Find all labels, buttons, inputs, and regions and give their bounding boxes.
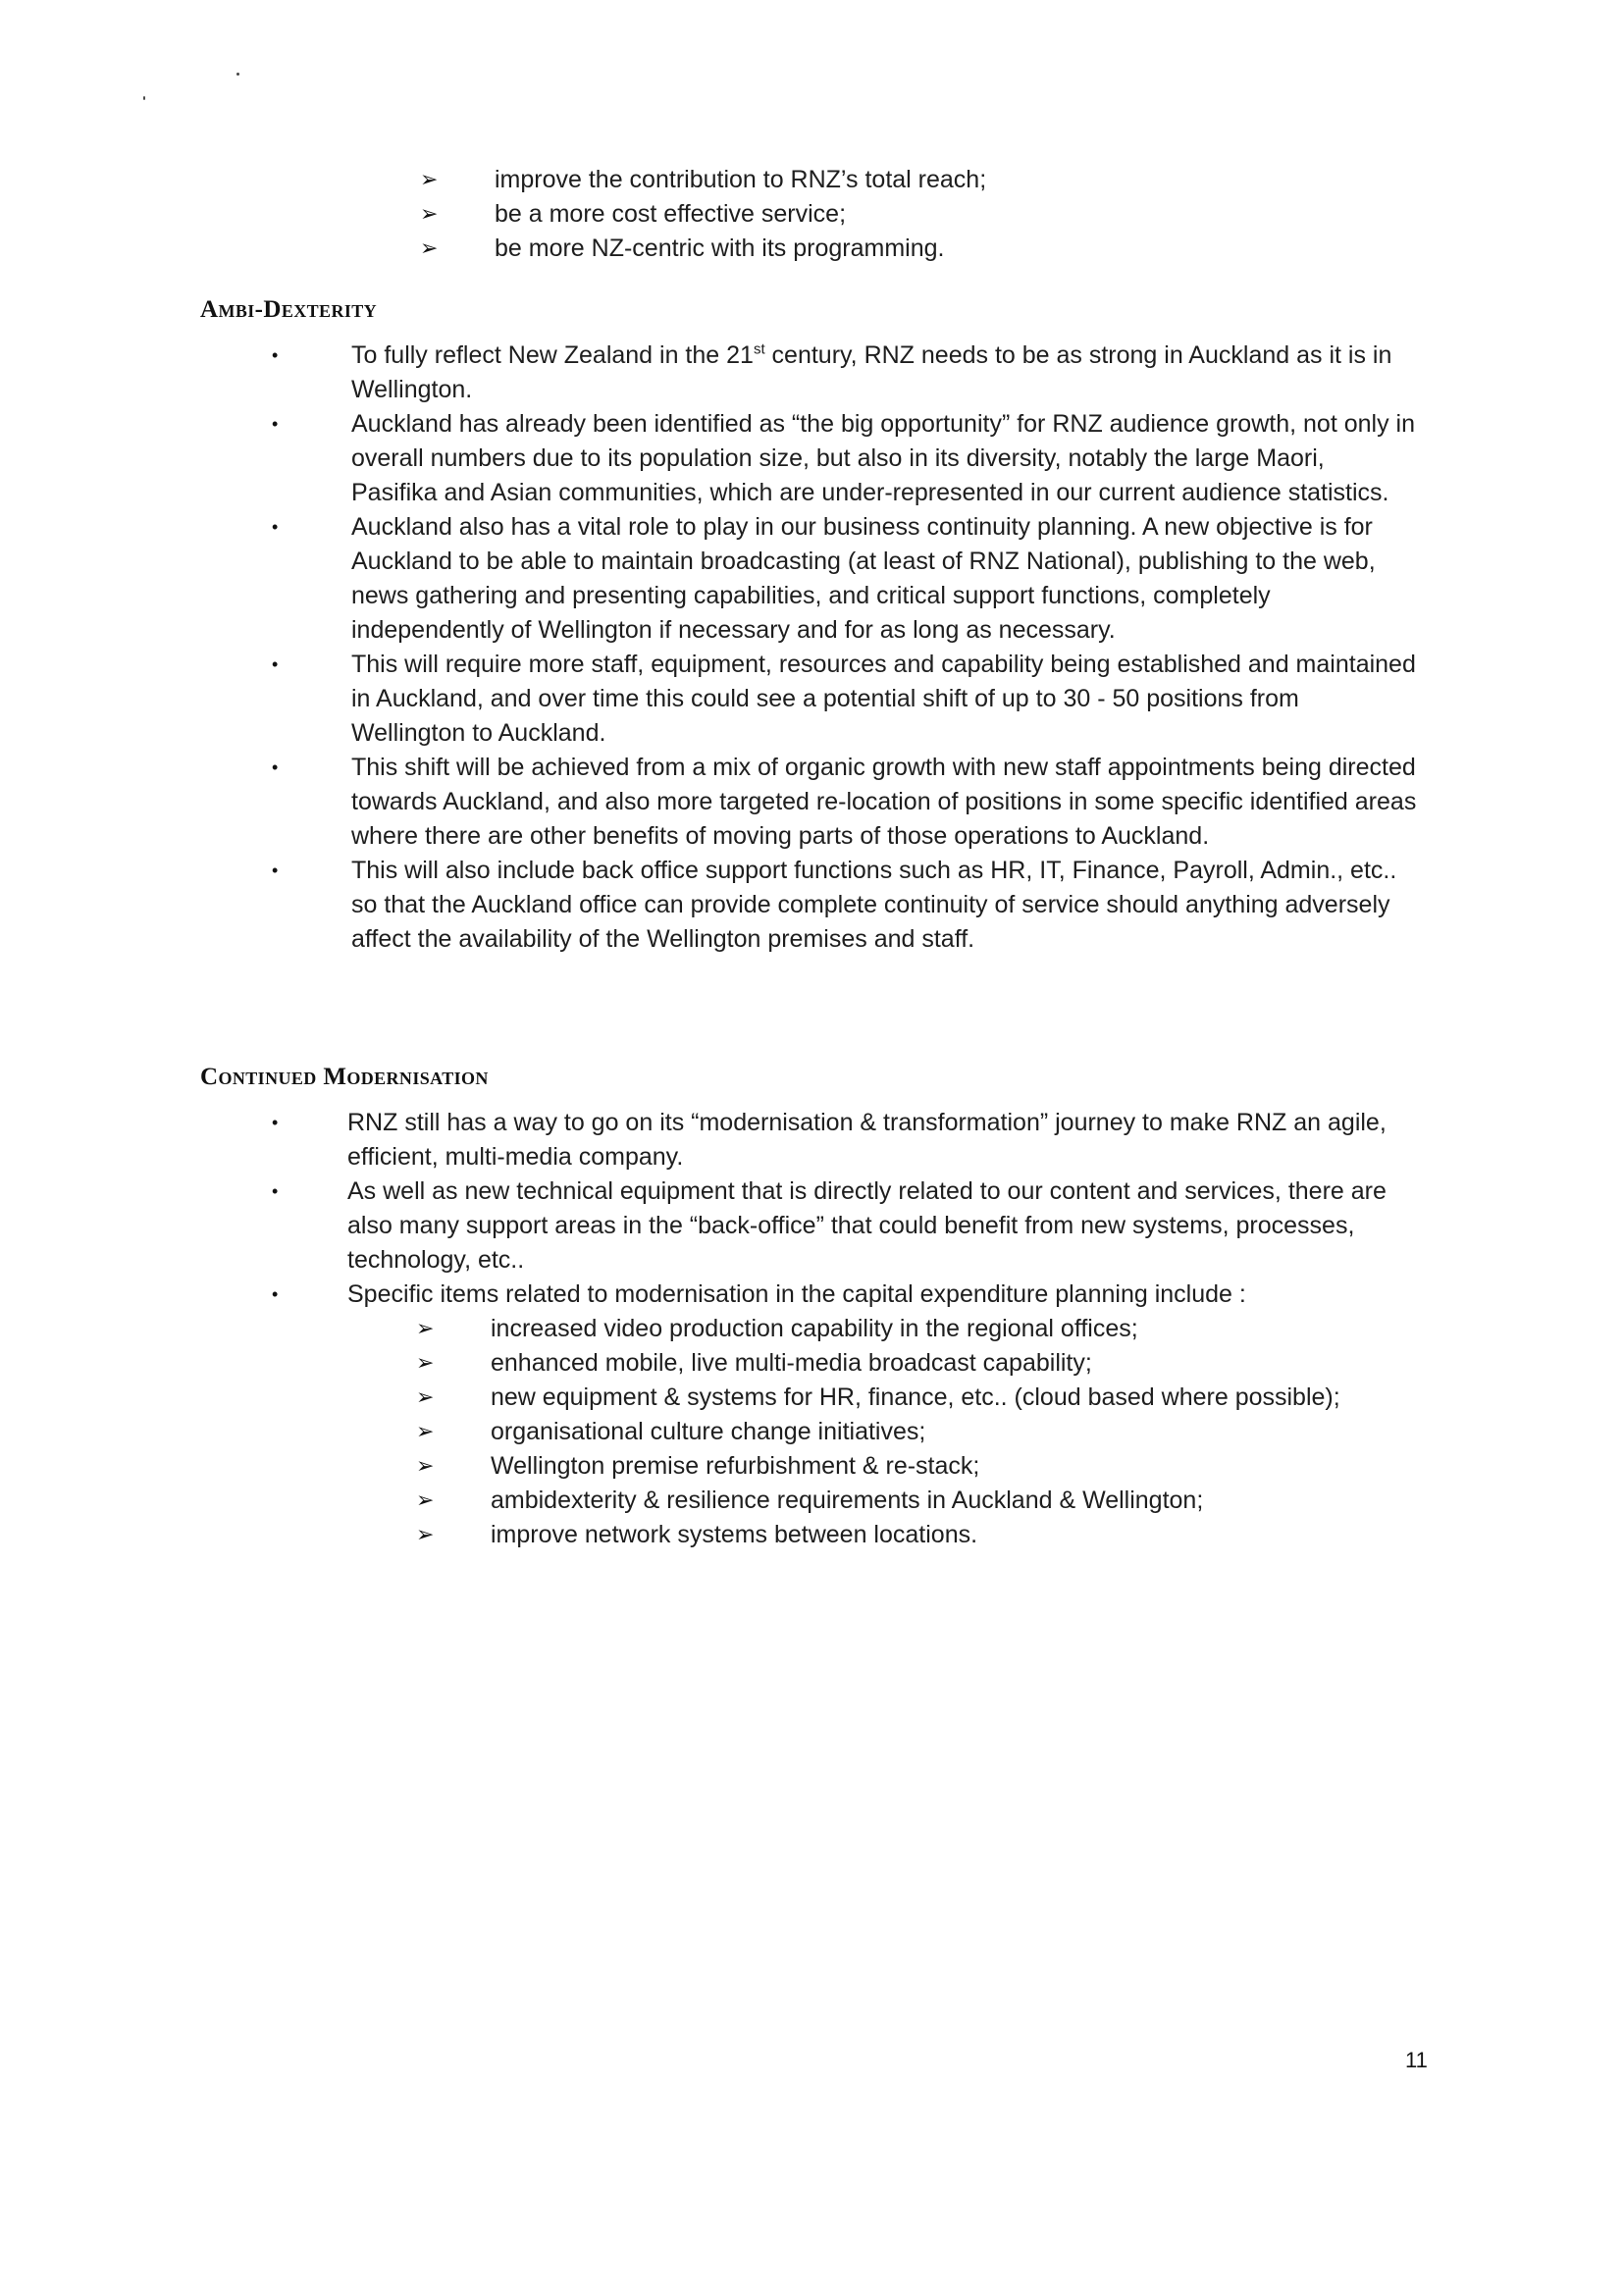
list-item-text: This will require more staff, equipment, resources and capability being established and maintained in Auckland, and over time this could see a potential shift of up to 30 - 50 positions from Wellington to Auckland.: [351, 651, 1416, 747]
bullet-icon: •: [272, 1113, 279, 1132]
continued-modernisation-section: [200, 1060, 1437, 1552]
sub-list-item: [196, 1449, 1413, 1484]
list-item-text: be a more cost effective service;: [495, 200, 847, 228]
list-item: [412, 232, 1492, 266]
list-item-text: enhanced mobile, live multi-media broadcast capability;: [491, 1349, 1092, 1377]
sub-list-item: [196, 1415, 1413, 1449]
list-item: [200, 751, 1417, 854]
arrow-bullet-icon: ➢: [416, 1317, 435, 1341]
list-item-text: Auckland has already been identified as “the big opportunity” for RNZ audience growth, not only in overall numbers due to its population size, but also in its diversity, notably the large Maori, Pasifika and Asian communities, which are under-represented in our current audience statistics.: [351, 410, 1415, 506]
bullet-list: [200, 1106, 1437, 1552]
list-item-text: To fully reflect New Zealand in the 21st century, RNZ needs to be as strong in Auckland as it is in Wellington.: [351, 340, 1392, 403]
arrow-bullet-icon: ➢: [420, 236, 439, 261]
list-item-text: Specific items related to modernisation in the capital expenditure planning include :: [347, 1280, 1246, 1308]
list-item: [200, 1106, 1413, 1174]
arrow-bullet-icon: ➢: [416, 1420, 435, 1444]
bullet-icon: •: [272, 861, 279, 880]
list-item-text: As well as new technical equipment that is directly related to our content and services, there are also many support areas in the “back-office” that could benefit from new systems, processes, technology, etc..: [347, 1177, 1387, 1274]
ambi-dexterity-section: [200, 292, 1437, 957]
list-item-text: organisational culture change initiatives;: [491, 1418, 926, 1445]
list-item: [200, 854, 1417, 957]
list-item: [200, 339, 1417, 407]
bullet-icon: •: [272, 517, 279, 537]
arrow-bullet-icon: ➢: [416, 1454, 435, 1479]
list-item-text: ambidexterity & resilience requirements in Auckland & Wellington;: [491, 1487, 1204, 1514]
bullet-icon: •: [272, 1181, 279, 1201]
bullet-icon: •: [272, 414, 279, 434]
bullet-icon: •: [272, 1284, 279, 1304]
scan-speck: [143, 96, 145, 100]
list-item: [200, 1278, 1413, 1552]
arrow-bullet-icon: ➢: [416, 1385, 435, 1410]
sub-list-item: [196, 1518, 1413, 1552]
list-item-text: be more NZ-centric with its programming.: [495, 235, 945, 262]
list-item-text: This shift will be achieved from a mix of organic growth with new staff appointments being directed towards Auckland, and also more targeted re-location of positions in some specific identified areas where there are other benefits of moving parts of those operations to Auckland.: [351, 754, 1417, 850]
list-item-text: new equipment & systems for HR, finance, etc.. (cloud based where possible);: [491, 1383, 1340, 1411]
arrow-bullet-icon: ➢: [416, 1351, 435, 1376]
page-number: 11: [1405, 2048, 1428, 2072]
list-item: [200, 648, 1417, 751]
sub-list-item: [196, 1484, 1413, 1518]
intro-list: [412, 163, 1492, 266]
bullet-icon: •: [272, 654, 279, 674]
arrow-bullet-icon: ➢: [420, 168, 439, 192]
list-item-text: RNZ still has a way to go on its “modernisation & transformation” journey to make RNZ an agile, efficient, multi-media company.: [347, 1109, 1387, 1171]
bullet-icon: •: [272, 345, 279, 365]
list-item: [412, 163, 1492, 197]
list-item: [200, 1174, 1413, 1278]
sub-list-item: [196, 1346, 1413, 1381]
list-item-text: Auckland also has a vital role to play in our business continuity planning. A new objective is for Auckland to be able to maintain broadcasting (at least of RNZ National), publishing to the web, news gathering and presenting capabilities, and critical support functions, completely independently of Wellington if necessary and for as long as necessary.: [351, 513, 1376, 644]
list-item-text: increased video production capability in the regional offices;: [491, 1315, 1138, 1342]
list-item-text: Wellington premise refurbishment & re-stack;: [491, 1452, 980, 1480]
list-item: [412, 197, 1492, 232]
sub-list: [196, 1312, 1413, 1552]
section-heading: Continued Modernisation: [200, 1064, 489, 1090]
bullet-icon: •: [272, 757, 279, 777]
arrow-bullet-icon: ➢: [416, 1488, 435, 1513]
bullet-list: [200, 339, 1437, 957]
list-item-text: improve the contribution to RNZ’s total reach;: [495, 166, 987, 193]
list-item-text: This will also include back office support functions such as HR, IT, Finance, Payroll, Admin., etc.. so that the Auckland office can provide complete continuity of service should anything adversely affect the availability of the Wellington premises and staff.: [351, 857, 1397, 953]
list-item-text: improve network systems between locations.: [491, 1521, 978, 1548]
scan-speck: [236, 73, 239, 76]
section-heading: Ambi-Dexterity: [200, 296, 378, 323]
sub-list-item: [196, 1312, 1413, 1346]
arrow-bullet-icon: ➢: [420, 202, 439, 227]
arrow-bullet-icon: ➢: [416, 1523, 435, 1547]
sub-list-item: [196, 1381, 1413, 1415]
list-item: [200, 407, 1417, 510]
list-item: [200, 510, 1417, 648]
